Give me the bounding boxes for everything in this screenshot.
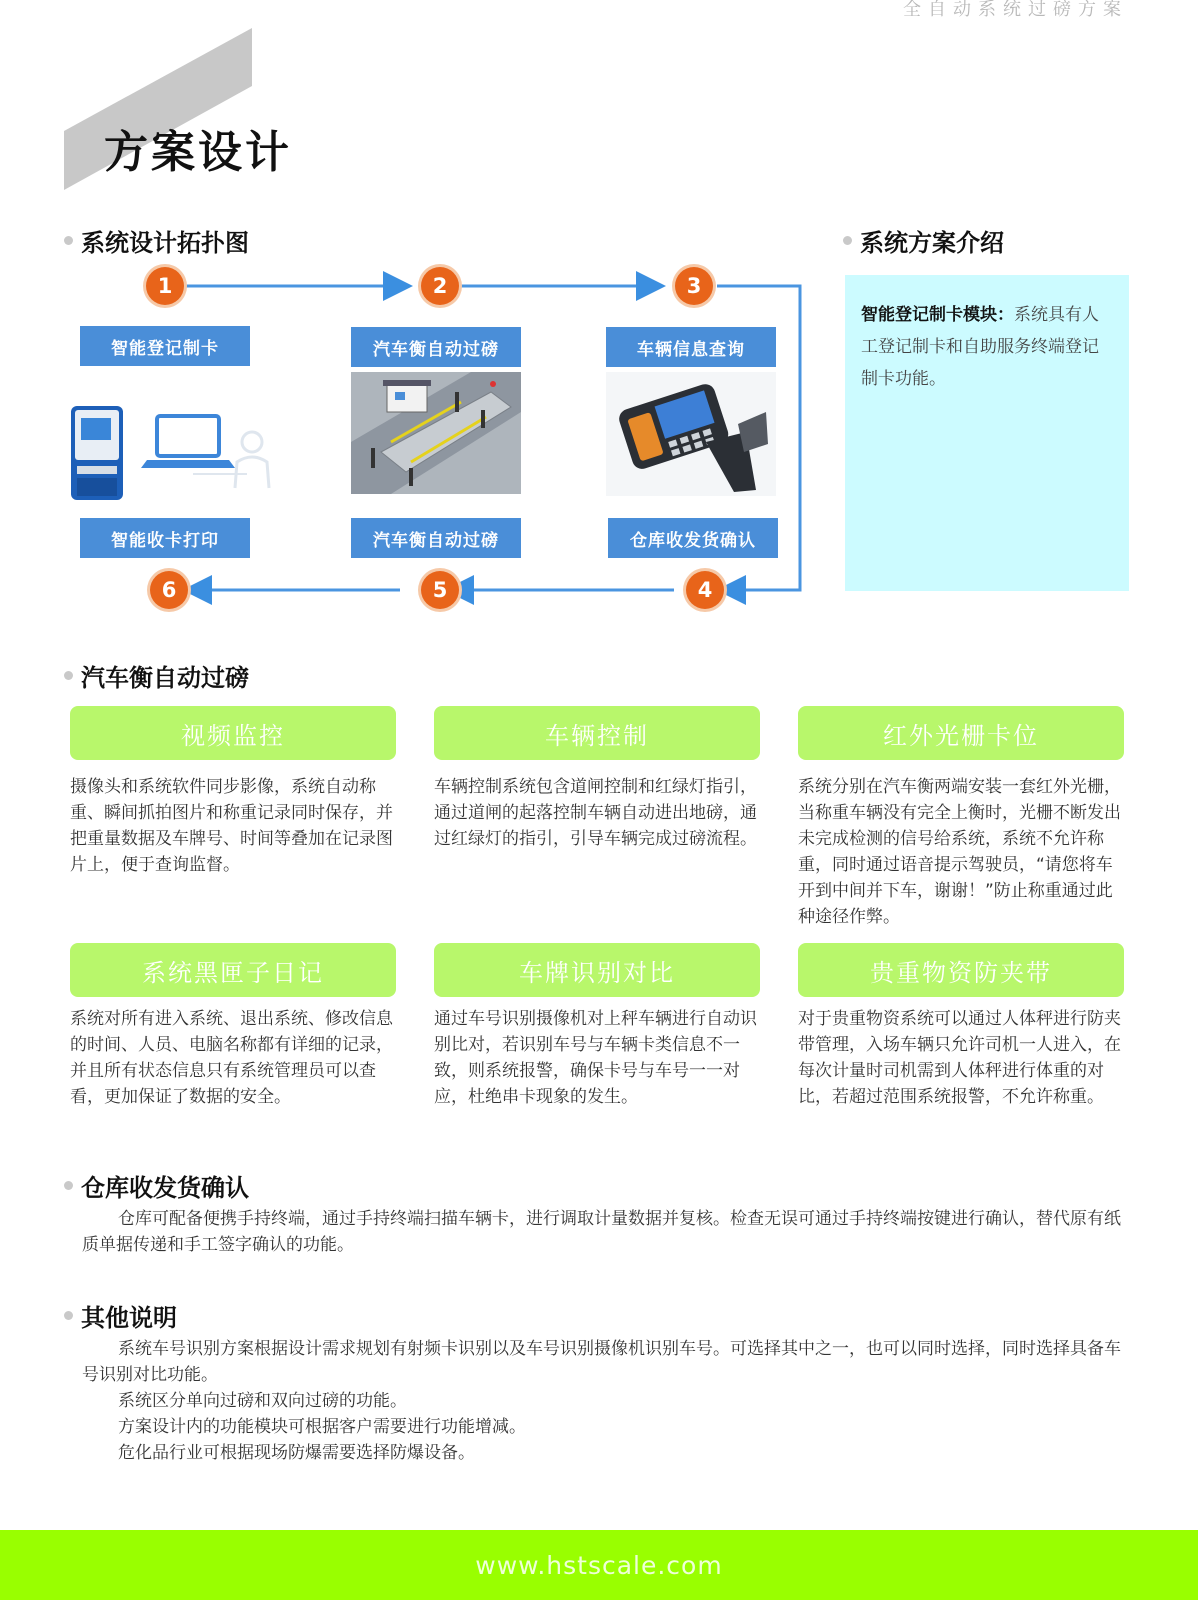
feature-anti-smuggling-desc: 对于贵重物资系统可以通过人体秤进行防夹带管理，入场车辆只允许司机一人进入，在每次计量时司机需到人体秤进行体重的对比，若超过范围系统报警，不允许称重。 [798, 1009, 1121, 1107]
feature-infrared-grating-title: 红外光栅卡位 [798, 706, 1124, 760]
step-1-badge: 1 [146, 267, 184, 305]
warehouse-heading-text: 仓库收发货确认 [81, 1174, 249, 1202]
warehouse-heading [64, 1168, 249, 1203]
feature-plate-recognition-title: 车牌识别对比 [434, 943, 760, 997]
bullet-dot-icon [64, 671, 73, 680]
label-auto-weighing-top: 汽车衡自动过磅 [351, 327, 521, 367]
feature-video-monitoring-desc: 摄像头和系统软件同步影像，系统自动称重、瞬间抓拍图片和称重记录同时保存，并把重量数据及车牌号、时间等叠加在记录图片上，便于查询监督。 [70, 777, 393, 875]
warehouse-text: 仓库可配备便携手持终端，通过手持终端扫描车辆卡，进行调取计量数据并复核。检查无误可通过手持终端按键进行确认，替代原有纸质单据传递和手工签字确认的功能。 [82, 1209, 1121, 1255]
step-6-badge: 6 [150, 571, 188, 609]
label-auto-weighing-bottom: 汽车衡自动过磅 [351, 518, 521, 558]
kiosk-laptop-person-image [67, 404, 277, 504]
feature-video-monitoring-title: 视频监控 [70, 706, 396, 760]
step-3-badge: 3 [675, 267, 713, 305]
label-vehicle-info-query: 车辆信息查询 [606, 327, 776, 367]
feature-black-box-log-title: 系统黑匣子日记 [70, 943, 396, 997]
weighing-heading [64, 658, 249, 693]
intro-bold-label: 智能登记制卡模块： [861, 305, 1014, 325]
bullet-dot-icon [843, 236, 852, 245]
step-2-badge: 2 [421, 267, 459, 305]
intro-heading [843, 223, 1004, 258]
feature-infrared-grating-desc: 系统分别在汽车衡两端安装一套红外光栅，当称重车辆没有完全上衡时，光栅不断发出未完成检测的信号给系统，系统不允许称重，同时通过语音提示驾驶员，“请您将车开到中间并下车，谢谢！”防止称重通过此种途径作弊。 [798, 777, 1121, 927]
weighbridge-scene-image [351, 372, 521, 494]
topology-heading [64, 223, 249, 258]
label-smart-card-register: 智能登记制卡 [80, 326, 250, 366]
intro-heading-text: 系统方案介绍 [860, 229, 1004, 257]
intro-text: 系统具有人工登记制卡和自助服务终端登记制卡功能。 [861, 305, 1099, 389]
feature-anti-smuggling-title: 贵重物资防夹带 [798, 943, 1124, 997]
label-smart-card-print: 智能收卡打印 [80, 518, 250, 558]
warehouse-paragraph [82, 1206, 1132, 1258]
other-note-line: 方案设计内的功能模块可根据客户需要进行功能增减。 [118, 1417, 526, 1437]
document-series-tag: 全自动系统过磅方案 [903, 0, 1128, 20]
step-4-badge: 4 [686, 571, 724, 609]
other-note-line: 危化品行业可根据现场防爆需要选择防爆设备。 [118, 1443, 475, 1463]
feature-black-box-log-desc: 系统对所有进入系统、退出系统、修改信息的时间、人员、电脑名称都有详细的记录，并且所有状态信息只有系统管理员可以查看，更加保证了数据的安全。 [70, 1009, 393, 1107]
bullet-dot-icon [64, 1311, 73, 1320]
other-notes-paragraphs [82, 1336, 1132, 1466]
topology-diagram [62, 262, 812, 612]
label-warehouse-confirm: 仓库收发货确认 [608, 518, 778, 558]
system-intro-box [845, 275, 1129, 591]
handheld-terminal-image [606, 372, 776, 496]
bullet-dot-icon [64, 1181, 73, 1190]
feature-plate-recognition-desc: 通过车号识别摄像机对上秤车辆进行自动识别比对，若识别车号与车辆卡类信息不一致，则系统报警，确保卡号与车号一一对应，杜绝串卡现象的发生。 [434, 1009, 757, 1107]
bullet-dot-icon [64, 236, 73, 245]
other-notes-heading-text: 其他说明 [81, 1304, 177, 1332]
footer-bar [0, 1530, 1198, 1600]
weighing-heading-text: 汽车衡自动过磅 [81, 664, 249, 692]
other-note-line: 系统车号识别方案根据设计需求规划有射频卡识别以及车号识别摄像机识别车号。可选择其中之一，也可以同时选择，同时选择具备车号识别对比功能。 [82, 1339, 1121, 1385]
step-5-badge: 5 [421, 571, 459, 609]
page-title: 方案设计 [104, 127, 292, 178]
topology-heading-text: 系统设计拓扑图 [81, 229, 249, 257]
other-note-line: 系统区分单向过磅和双向过磅的功能。 [118, 1391, 407, 1411]
feature-vehicle-control-desc: 车辆控制系统包含道闸控制和红绿灯指引，通过道闸的起落控制车辆自动进出地磅，通过红绿灯的指引，引导车辆完成过磅流程。 [434, 777, 757, 849]
other-notes-heading [64, 1298, 177, 1333]
feature-vehicle-control-title: 车辆控制 [434, 706, 760, 760]
website-link[interactable]: www.hstscale.com [475, 1550, 723, 1580]
